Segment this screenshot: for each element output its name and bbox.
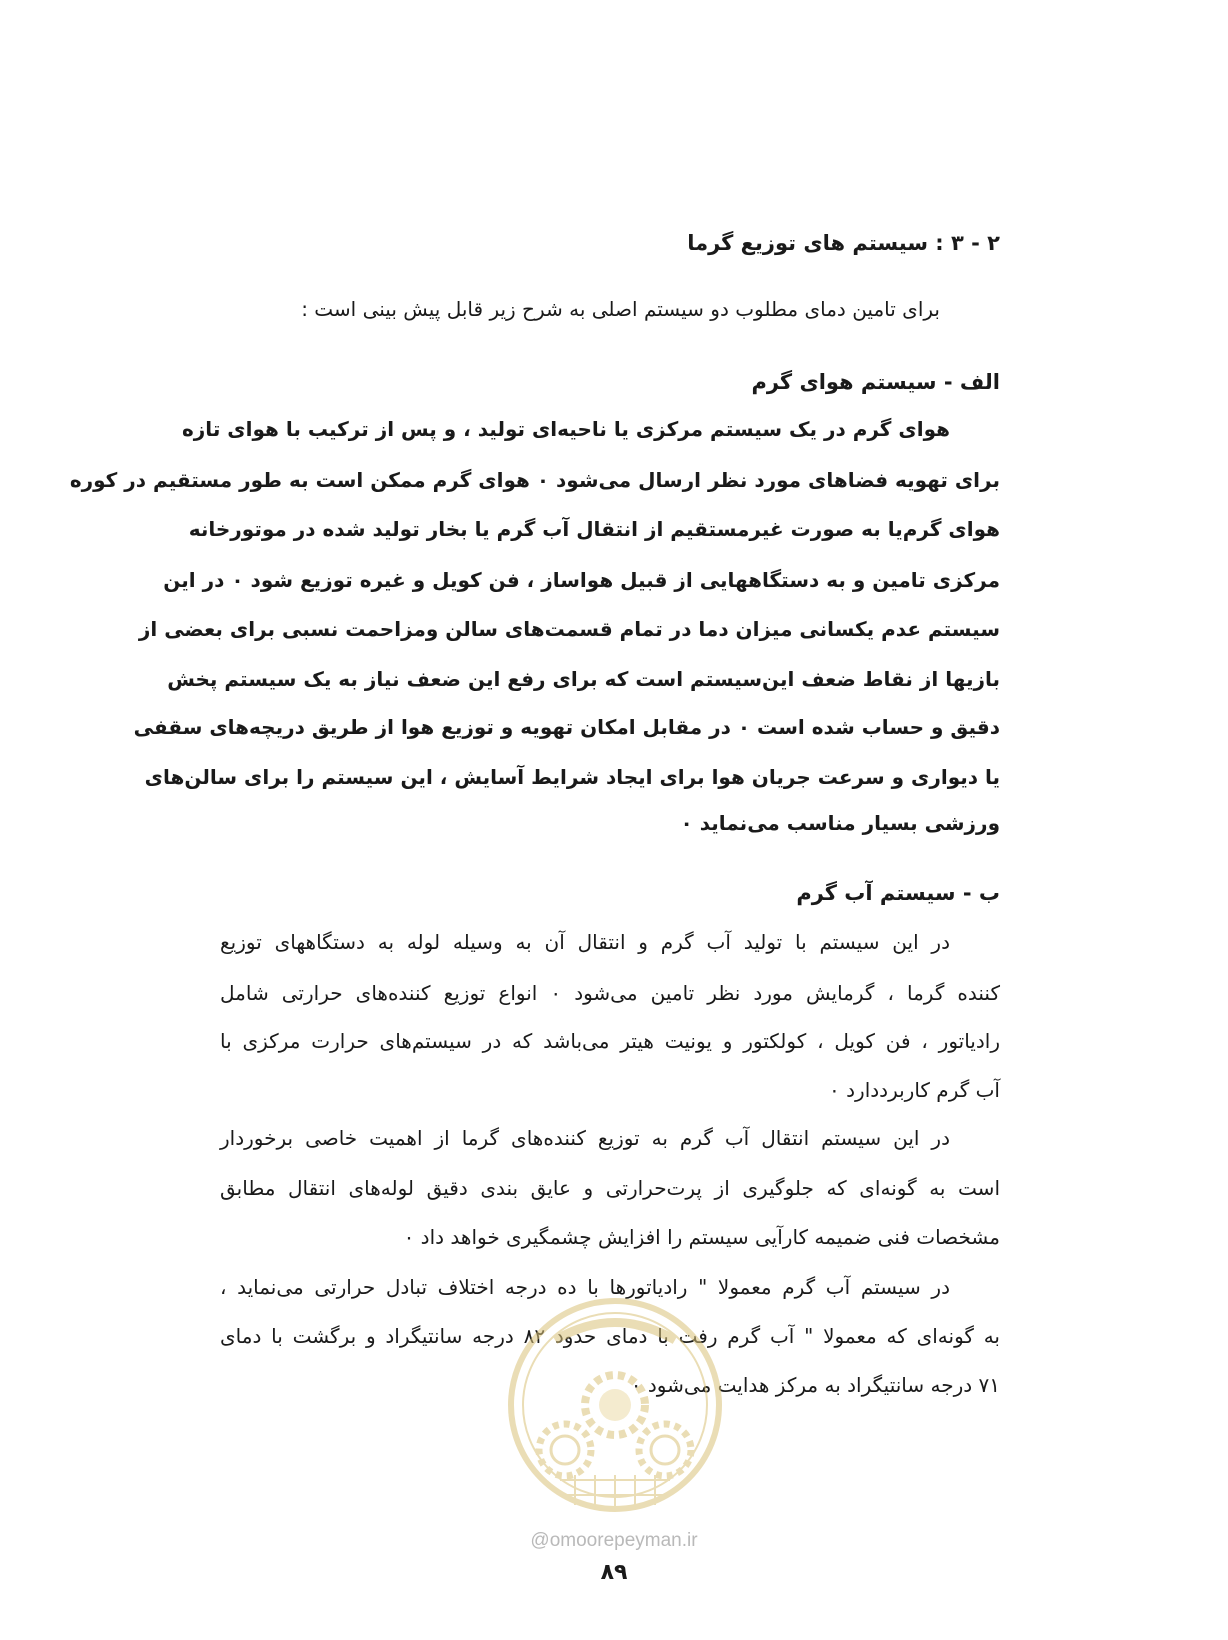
hot-water-p3-line: به گونه‌ای که معمولا " آب گرم رفت با دمای حدود ۸۲ درجه سانتیگراد و برگشت با دمای (220, 1324, 1000, 1348)
hot-air-line: یا دیواری و سرعت جریان هوا برای ایجاد شرایط آسایش ، این سیستم را برای سالن‌های (144, 765, 1000, 789)
hot-air-heading: الف - سیستم هوای گرم (751, 370, 1000, 394)
hot-air-line: برای تهویه فضاهای مورد نظر ارسال می‌شود ۰ هوای گرم ممکن است به طور مستقیم در کوره (69, 468, 1000, 492)
hot-water-p1-line: آب گرم کاربرددارد ۰ (829, 1078, 1000, 1102)
footer-website: @omoorepeyman.ir (530, 1530, 698, 1551)
hot-water-p1-line: کننده گرما ، گرمایش مورد نظر تامین می‌شود ۰ انواع توزیع کننده‌های حرارتی شامل (220, 981, 1000, 1005)
hot-water-p3-line: در سیستم آب گرم معمولا " رادیاتورها با ده درجه اختلاف تبادل حرارتی می‌نماید ، (220, 1275, 950, 1299)
hot-water-p2-line: مشخصات فنی ضمیمه کارآیی سیستم را افزایش چشمگیری خواهد داد ۰ (403, 1225, 1000, 1249)
hot-water-p1-line: رادیاتور ، فن کویل ، کولکتور و یونیت هیتر می‌باشد که در سیستم‌های حرارت مرکزی با (220, 1029, 1000, 1053)
hot-water-p3-line: ۷۱ درجه سانتیگراد به مرکز هدایت می‌شود ۰ (630, 1373, 1000, 1397)
page-number: ۸۹ (600, 1560, 628, 1585)
section-intro: برای تامین دمای مطلوب دو سیستم اصلی به شرح زیر قابل پیش بینی است : (301, 297, 940, 321)
hot-air-line: مرکزی تامین و به دستگاههایی از قبیل هواساز ، فن کویل و غیره توزیع شود ۰ در این (163, 568, 1000, 592)
hot-water-heading: ب - سیستم آب گرم (796, 881, 1000, 905)
hot-water-p2-line: در این سیستم انتقال آب گرم به توزیع کننده‌های گرما از اهمیت خاصی برخوردار (220, 1126, 950, 1150)
hot-water-p2-line: است به گونه‌ای که جلوگیری از پرت‌حرارتی و عایق بندی دقیق لوله‌های انتقال مطابق (220, 1176, 1000, 1200)
hot-air-line: دقیق و حساب شده است ۰ در مقابل امکان تهویه و توزیع هوا از طریق دریچه‌های سقفی (133, 715, 1000, 739)
publisher-seal-watermark (505, 1285, 725, 1525)
hot-air-line: هوای گرم‌یا به صورت غیرمستقیم از انتقال آب گرم یا بخار تولید شده در موتورخانه (188, 517, 1000, 541)
hot-air-line: سیستم عدم یکسانی میزان دما در تمام قسمت‌های سالن ومزاحمت نسبی برای بعضی از (138, 617, 1000, 641)
hot-air-line: ورزشی بسیار مناسب می‌نماید ۰ (680, 811, 1000, 835)
section-heading: ۲ - ۳ : سیستم های توزیع گرما (687, 231, 1000, 255)
hot-water-p1-line: در این سیستم با تولید آب گرم و انتقال آن به وسیله لوله به دستگاههای توزیع (220, 930, 950, 954)
hot-air-line: بازیها از نقاط ضعف این‌سیستم است که برای رفع این ضعف نیاز به یک سیستم پخش (167, 667, 1000, 691)
hot-air-line: هوای گرم در یک سیستم مرکزی یا ناحیه‌ای تولید ، و پس از ترکیب با هوای تازه (181, 417, 950, 441)
